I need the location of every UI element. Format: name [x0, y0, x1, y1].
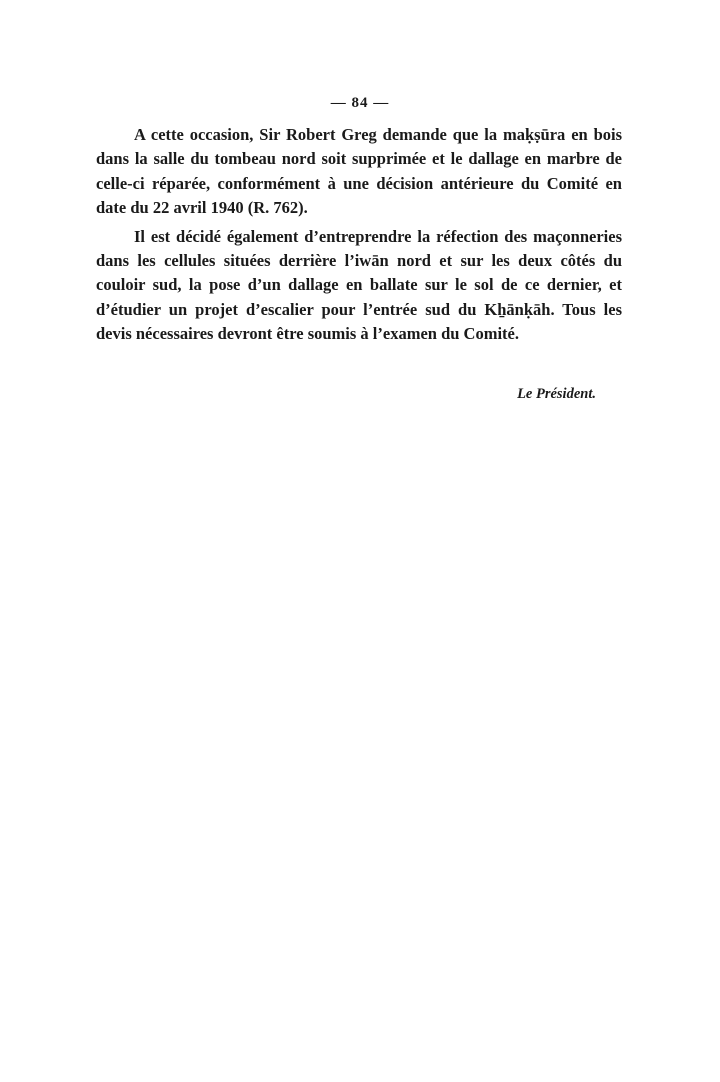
paragraph-2: Il est décidé également d’entreprendre la réfection des maçonneries dans les cellules situées derrière l’iwān nord et sur les deux côtés du couloir sud, la pose d’un dallage en ballate sur le sol de ce dernier, et d’étudier un projet d’escalier pour l’entrée sud du Kẖānḳāh. Tous les devis nécessaires devront être soumis à l’examen du Comité.	[96, 226, 622, 344]
paragraph-1: A cette occasion, Sir Robert Greg demande que la maḳṣūra en bois dans la salle du tombeau nord soit supprimée et le dallage en marbre de celle-ci réparée, conformément à une décision antérieure du Comité en date du 22 avril 1940 (R. 762).	[96, 125, 622, 218]
page-number: — 84 —	[330, 95, 390, 111]
signature: Le Président.	[517, 386, 596, 402]
body-text	[96, 123, 622, 347]
